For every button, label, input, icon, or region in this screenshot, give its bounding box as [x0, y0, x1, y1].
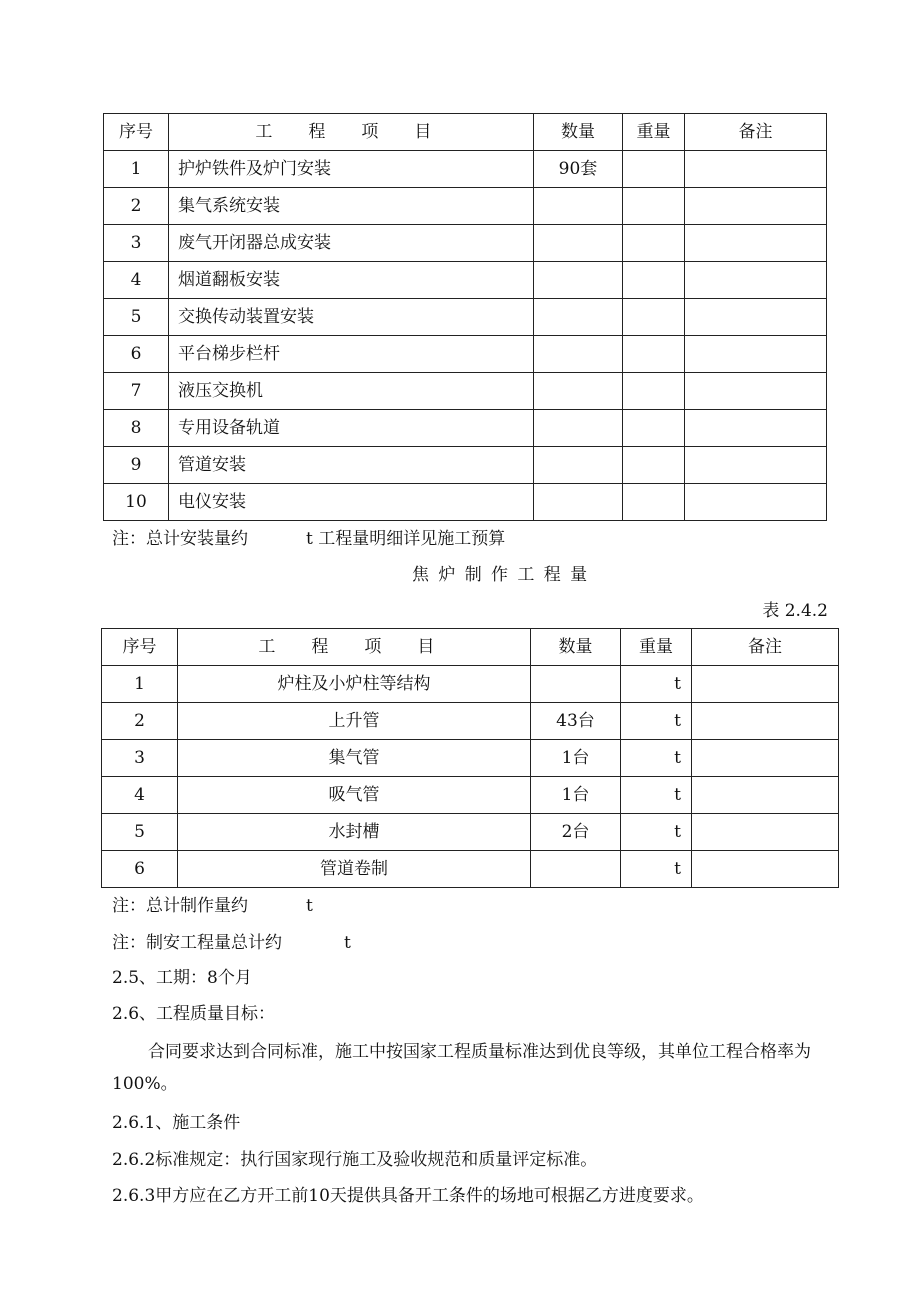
row-weight: t [621, 666, 692, 703]
table-row [102, 666, 839, 703]
row-qty [534, 373, 623, 410]
row-no: 6 [102, 851, 178, 888]
header-weight: 重量 [623, 114, 685, 151]
row-weight: t [621, 740, 692, 777]
row-weight [623, 484, 685, 521]
note2-prefix: 注：制安工程量总计约 [112, 933, 282, 953]
row-remark [685, 262, 827, 299]
table-row [104, 410, 827, 447]
row-remark [685, 373, 827, 410]
section-2-6-1: 2.6.1、施工条件 [112, 1113, 241, 1133]
row-no: 1 [104, 151, 169, 188]
note1-suffix: t [306, 896, 313, 916]
row-no: 4 [104, 262, 169, 299]
row-qty [534, 410, 623, 447]
row-item: 平台梯步栏杆 [169, 336, 534, 373]
table2-note-total [112, 898, 313, 915]
row-no: 4 [102, 777, 178, 814]
header-no: 序号 [104, 114, 169, 151]
row-item: 上升管 [178, 703, 531, 740]
table-row [104, 336, 827, 373]
row-qty [534, 484, 623, 521]
row-qty [534, 262, 623, 299]
row-remark [685, 299, 827, 336]
table-row [104, 484, 827, 521]
section-2-6: 2.6、工程质量目标： [112, 1004, 276, 1024]
row-qty [534, 299, 623, 336]
table-row [102, 814, 839, 851]
installation-table [103, 113, 827, 521]
row-weight: t [621, 814, 692, 851]
row-item: 电仪安装 [169, 484, 534, 521]
row-item: 炉柱及小炉柱等结构 [178, 666, 531, 703]
header-weight: 重量 [621, 629, 692, 666]
row-item: 管道安装 [169, 447, 534, 484]
row-qty [531, 851, 621, 888]
row-item: 交换传动装置安装 [169, 299, 534, 336]
row-remark [685, 151, 827, 188]
row-weight: t [621, 703, 692, 740]
table-row [104, 151, 827, 188]
row-qty [534, 188, 623, 225]
row-no: 5 [104, 299, 169, 336]
row-no: 8 [104, 410, 169, 447]
row-remark [692, 777, 839, 814]
row-qty: 1台 [531, 777, 621, 814]
table-row [104, 373, 827, 410]
row-qty [531, 666, 621, 703]
header-no: 序号 [102, 629, 178, 666]
row-item: 废气开闭器总成安装 [169, 225, 534, 262]
row-weight [623, 299, 685, 336]
table-row [104, 225, 827, 262]
row-no: 7 [104, 373, 169, 410]
row-qty: 90套 [534, 151, 623, 188]
row-remark [685, 188, 827, 225]
table-row [104, 447, 827, 484]
row-item: 液压交换机 [169, 373, 534, 410]
table-row [104, 299, 827, 336]
row-weight [623, 336, 685, 373]
table-row [102, 703, 839, 740]
row-remark [692, 666, 839, 703]
table2-number: 表 2.4.2 [762, 601, 828, 621]
row-no: 3 [102, 740, 178, 777]
header-remark: 备注 [692, 629, 839, 666]
row-weight [623, 373, 685, 410]
row-no: 2 [104, 188, 169, 225]
row-remark [685, 225, 827, 262]
fabrication-table [101, 628, 839, 888]
row-weight [623, 447, 685, 484]
row-no: 3 [104, 225, 169, 262]
row-weight [623, 262, 685, 299]
row-remark [685, 410, 827, 447]
section-2-6-paragraph: 合同要求达到合同标准，施工中按国家工程质量标准达到优良等级，其单位工程合格率为100%。 [112, 1042, 811, 1095]
header-item: 工 程 项 目 [178, 629, 531, 666]
section-2-6-2: 2.6.2标准规定：执行国家现行施工及验收规范和质量评定标准。 [112, 1150, 598, 1170]
row-no: 9 [104, 447, 169, 484]
row-item: 管道卷制 [178, 851, 531, 888]
row-item: 烟道翻板安装 [169, 262, 534, 299]
header-qty: 数量 [531, 629, 621, 666]
row-qty: 1台 [531, 740, 621, 777]
row-no: 5 [102, 814, 178, 851]
table-row [104, 188, 827, 225]
row-no: 6 [104, 336, 169, 373]
table1-note-suffix: t 工程量明细详见施工预算 [306, 529, 506, 549]
row-no: 10 [104, 484, 169, 521]
row-remark [692, 851, 839, 888]
row-weight [623, 225, 685, 262]
row-item: 集气系统安装 [169, 188, 534, 225]
row-qty: 43台 [531, 703, 621, 740]
row-remark [685, 447, 827, 484]
header-item: 工 程 项 目 [169, 114, 534, 151]
header-qty: 数量 [534, 114, 623, 151]
table-row [104, 262, 827, 299]
table-row [102, 777, 839, 814]
row-remark [692, 703, 839, 740]
row-qty [534, 336, 623, 373]
row-no: 2 [102, 703, 178, 740]
row-qty: 2台 [531, 814, 621, 851]
table2-note-grand-total [112, 935, 351, 952]
row-item: 集气管 [178, 740, 531, 777]
section-2-5: 2.5、工期：8个月 [112, 968, 252, 988]
row-remark [685, 484, 827, 521]
row-qty [534, 225, 623, 262]
row-weight [623, 410, 685, 447]
row-item: 水封槽 [178, 814, 531, 851]
table1-note-prefix: 注：总计安装量约 [112, 529, 248, 549]
note2-suffix: t [344, 933, 351, 953]
row-item: 吸气管 [178, 777, 531, 814]
row-weight [623, 151, 685, 188]
table-row [102, 851, 839, 888]
section-2-6-3: 2.6.3甲方应在乙方开工前10天提供具备开工条件的场地可根据乙方进度要求。 [112, 1186, 704, 1206]
row-weight [623, 188, 685, 225]
table-header-row [104, 114, 827, 151]
row-weight: t [621, 777, 692, 814]
row-weight: t [621, 851, 692, 888]
row-remark [685, 336, 827, 373]
table-header-row [102, 629, 839, 666]
row-item: 专用设备轨道 [169, 410, 534, 447]
note1-prefix: 注：总计制作量约 [112, 896, 248, 916]
table1-note [112, 531, 505, 548]
row-item: 护炉铁件及炉门安装 [169, 151, 534, 188]
table2-title: 焦炉制作工程量 [412, 565, 597, 585]
header-remark: 备注 [685, 114, 827, 151]
row-remark [692, 740, 839, 777]
row-no: 1 [102, 666, 178, 703]
row-remark [692, 814, 839, 851]
table-row [102, 740, 839, 777]
row-qty [534, 447, 623, 484]
